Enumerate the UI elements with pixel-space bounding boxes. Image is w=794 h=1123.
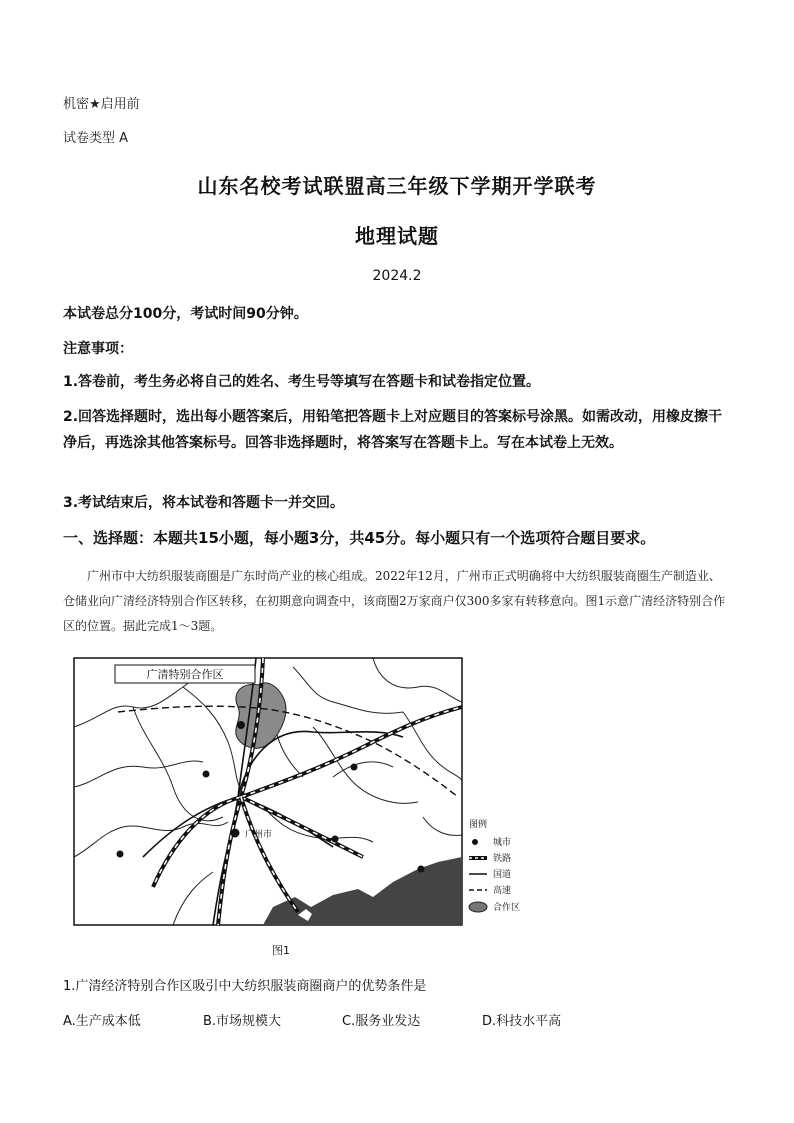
legend-zone: 合作区 — [493, 903, 521, 913]
question-1-option-b[interactable]: B.市场规模大 — [203, 1014, 282, 1029]
exam-date: 2024.2 — [372, 268, 422, 284]
city-label-guangzhou: 广州市 — [245, 830, 273, 840]
question-1-option-c[interactable]: C.服务业发达 — [342, 1014, 421, 1029]
map-svg — [73, 657, 543, 927]
passage: 广州市中大纺织服装商圈是广东时尚产业的核心组成。2022年12月，广州市正式明确将中大纺织服装商圈生产制造业、仓储业向广清经济特别合作区转移，在初期意向调查中，该商圈2万家商户仅300多家有转移意向。图1示意广清经济特别合作区的位置。据此完成1～3题。 — [63, 569, 726, 633]
legend-expressway: 高速 — [493, 886, 512, 896]
legend-railway: 铁路 — [493, 854, 512, 864]
legend-zone-symbol — [469, 902, 487, 912]
zone-label: 广清特别合作区 — [146, 668, 224, 681]
note-item-1: 1.答卷前，考生务必将自己的姓名、考生号等填写在答题卡和试卷指定位置。 — [63, 374, 541, 390]
confidential-mark: 机密★启用前 — [63, 97, 140, 112]
question-1-stem: 1.广清经济特别合作区吸引中大纺织服装商圈商户的优势条件是 — [63, 979, 427, 994]
notes-heading: 注意事项： — [63, 341, 133, 357]
legend-city-symbol — [472, 839, 478, 845]
figure-map — [73, 657, 543, 927]
legend-title: 图例 — [469, 820, 488, 830]
exam-subject: 地理试题 — [355, 224, 439, 248]
note-item-2: 2.回答选择题时，选出每小题答案后，用铅笔把答题卡上对应题目的答案标号涂黑。如需改动，用橡皮擦干净后，再选涂其他答案标号。回答非选择题时，将答案写在答题卡上。写在本试卷上无效。 — [63, 409, 723, 451]
legend — [469, 818, 520, 913]
score-info: 本试卷总分100分，考试时间90分钟。 — [63, 306, 308, 322]
section1-heading: 一、选择题：本题共15小题，每小题3分，共45分。每小题只有一个选项符合题目要求。 — [63, 529, 656, 547]
figure-caption: 图1 — [272, 944, 290, 957]
exam-title: 山东名校考试联盟高三年级下学期开学联考 — [197, 174, 597, 198]
legend-national-road: 国道 — [493, 870, 512, 880]
legend-city: 城市 — [493, 838, 512, 848]
question-1-option-d[interactable]: D.科技水平高 — [482, 1014, 562, 1029]
note-item-3: 3.考试结束后，将本试卷和答题卡一并交回。 — [63, 495, 345, 511]
paper-type: 试卷类型 A — [63, 131, 129, 146]
question-1-option-a[interactable]: A.生产成本低 — [63, 1014, 141, 1029]
